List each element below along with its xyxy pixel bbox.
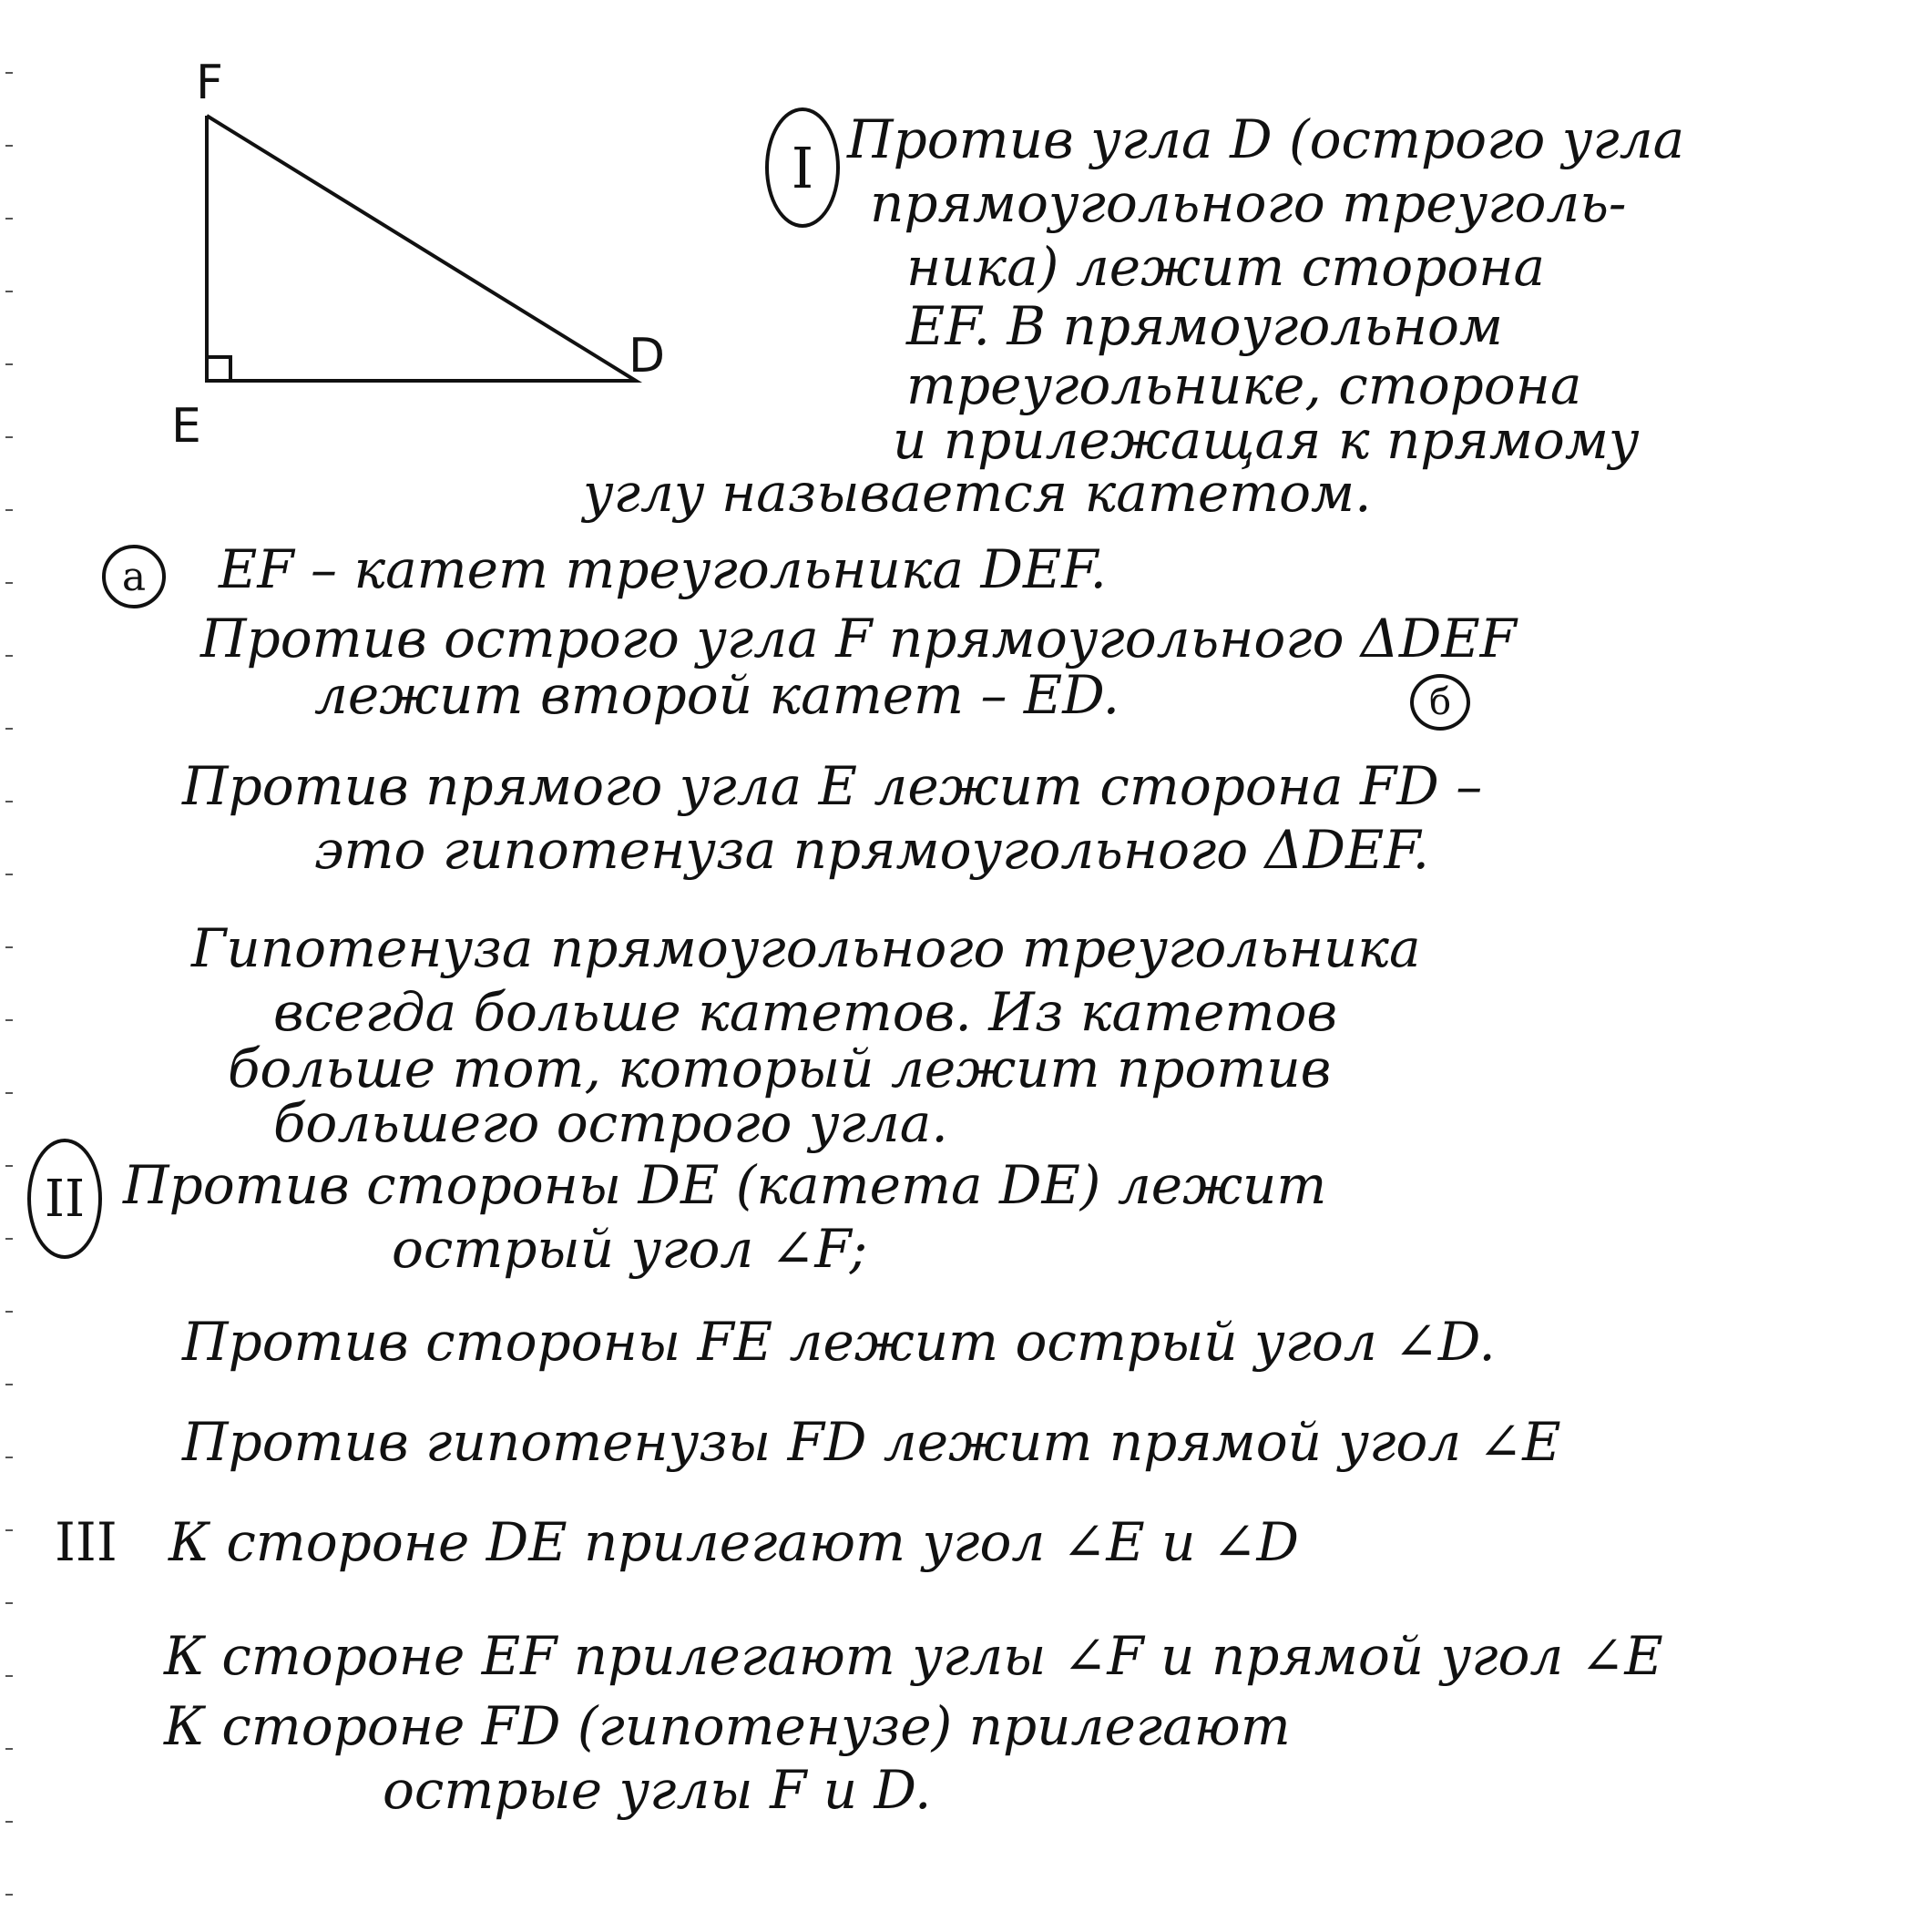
section-2-line-1: Против стороны DE (катета DE) лежит [123, 1154, 1327, 1216]
vertex-label-d: D [629, 329, 666, 383]
section-1-marker [765, 107, 840, 228]
section-3-marker: III [55, 1511, 118, 1573]
right-triangle-figure [137, 36, 720, 465]
part-b-marker-text: б [1428, 681, 1452, 723]
section-3-line-2: К стороне EF прилегают углы ∠F и прямой угол ∠E [164, 1625, 1663, 1687]
section-3-line-4: острые углы F и D. [383, 1759, 932, 1821]
section-1-line-2: прямоугольного треуголь- [870, 172, 1627, 234]
right-angle-marker [207, 357, 230, 381]
part-b-line-1: Против прямого угла E лежит сторона FD – [182, 755, 1483, 817]
section-2-line-4: Против гипотенузы FD лежит прямой угол ∠E [182, 1411, 1561, 1473]
note-line-1: Гипотенуза прямоугольного треугольника [191, 917, 1421, 979]
section-3-line-1: К стороне DE прилегают угол ∠E и ∠D [169, 1511, 1299, 1573]
section-1-marker-text: I [791, 134, 814, 201]
note-line-4: большего острого угла. [273, 1092, 948, 1154]
margin-tick-marks [0, 0, 27, 1932]
vertex-label-f: F [196, 56, 223, 110]
part-a-marker-text: а [121, 553, 147, 600]
part-a-marker [102, 545, 166, 608]
section-1-line-4: EF. В прямоугольном [906, 295, 1503, 357]
part-a-line-3: лежит второй катет – ED. [314, 664, 1120, 726]
section-1-line-7: углу называется катетом. [583, 462, 1372, 524]
section-2-line-3: Против стороны FE лежит острый угол ∠D. [182, 1311, 1496, 1373]
section-2-marker [27, 1139, 102, 1259]
part-a-line-1: EF – катет треугольника DEF. [219, 538, 1107, 600]
note-line-2: всегда больше катетов. Из катетов [273, 981, 1338, 1043]
triangle-outline [207, 116, 636, 381]
note-line-3: больше тот, который лежит против [228, 1038, 1332, 1099]
section-1-line-5: треугольнике, сторона [906, 354, 1582, 416]
part-b-marker [1410, 674, 1470, 731]
part-b-line-2: это гипотенуза прямоугольного ΔDEF. [314, 819, 1430, 881]
section-1-line-3: ника) лежит сторона [906, 236, 1546, 298]
section-2-line-2: острый угол ∠F; [392, 1218, 868, 1280]
section-2-marker-text: II [44, 1169, 86, 1229]
section-1-line-6: и прилежащая к прямому [893, 409, 1640, 471]
vertex-label-e: E [171, 399, 201, 454]
section-1-line-1: Против угла D (острого угла [847, 108, 1685, 170]
part-a-line-2: Против острого угла F прямоугольного ΔDEF [200, 608, 1517, 670]
section-3-line-3: К стороне FD (гипотенузе) прилегают [164, 1695, 1291, 1757]
